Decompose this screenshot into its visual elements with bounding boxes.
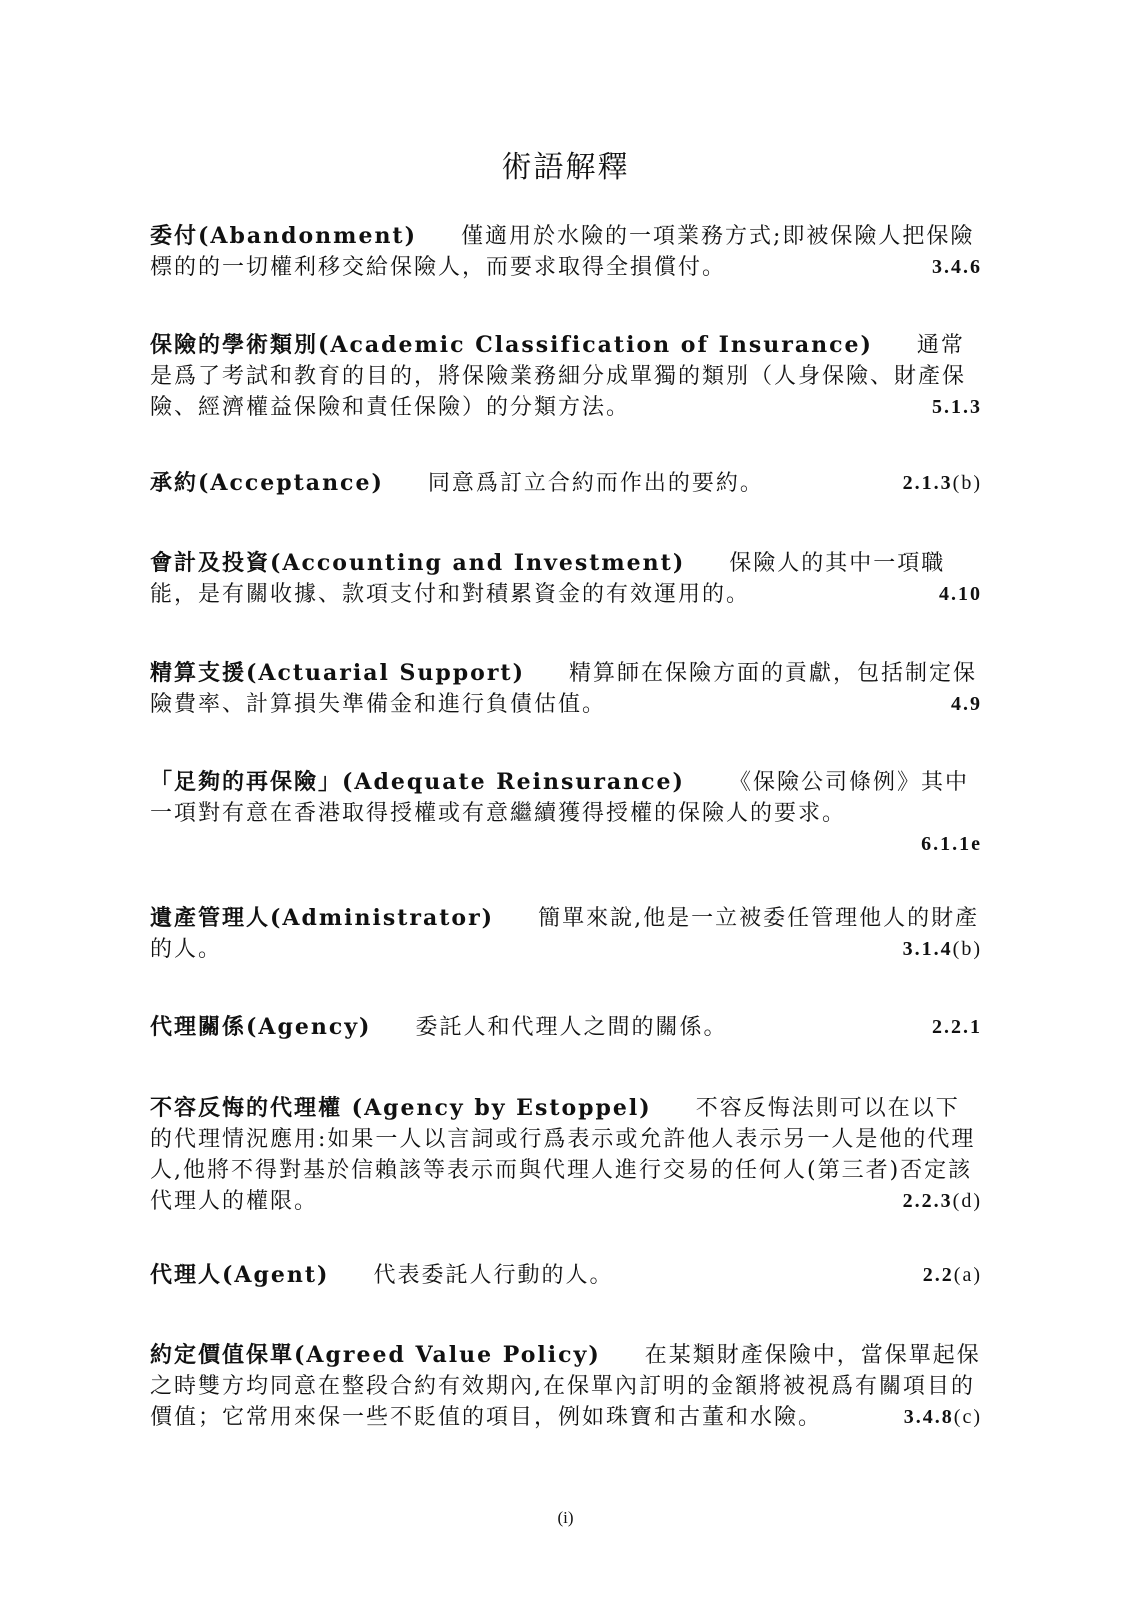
glossary-entry-actuarial-support xyxy=(150,658,982,720)
glossary-term: 承約(Acceptance) xyxy=(150,470,384,496)
reference-suffix: (c) xyxy=(953,1406,982,1428)
glossary-entry-agent xyxy=(150,1260,982,1291)
glossary-definition: 代表委託人行動的人。 xyxy=(373,1263,614,1288)
glossary-term: 代理人(Agent) xyxy=(150,1262,330,1288)
glossary-term: 代理關係(Agency) xyxy=(150,1014,372,1040)
glossary-definition: 同意爲訂立合約而作出的要約。 xyxy=(427,471,764,496)
reference-number: 3.4.8 xyxy=(903,1406,954,1428)
page-title: 術語解釋 xyxy=(501,150,630,186)
section-reference xyxy=(951,689,982,720)
glossary-definition: 《保險公司條例》其中一項對有意在香港取得授權或有意繼續獲得授權的保險人的要求。 xyxy=(150,770,969,826)
glossary-definition: 簡單來說,他是一立被委任管理他人的財產的人。 xyxy=(150,906,980,962)
section-reference xyxy=(939,579,982,610)
reference-suffix: (d) xyxy=(952,1190,982,1212)
glossary-definition: 通常是爲了考試和教育的目的，將保險業務細分成單獨的類別（人身保險、財產保險、經濟權益保險和責任保險）的分類方法。 xyxy=(150,333,967,420)
reference-suffix: (a) xyxy=(953,1264,982,1286)
section-reference xyxy=(903,468,982,499)
glossary-entry-acceptance xyxy=(150,468,982,499)
glossary-term: 「足夠的再保險」(Adequate Reinsurance) xyxy=(150,769,685,795)
glossary-entry-academic-classification xyxy=(150,330,982,423)
glossary-term: 約定價值保單(Agreed Value Policy) xyxy=(150,1342,601,1368)
glossary-entry-agency-by-estoppel xyxy=(150,1093,982,1217)
section-reference xyxy=(932,1012,982,1043)
glossary-term: 不容反悔的代理權 (Agency by Estoppel) xyxy=(150,1095,652,1121)
page-number: (i) xyxy=(557,1508,574,1527)
reference-number: 5.1.3 xyxy=(932,396,982,418)
glossary-definition: 僅適用於水險的一項業務方式;即被保險人把保險標的的一切權利移交給保險人，而要求取得全損償付。 xyxy=(150,224,975,280)
glossary-term: 委付(Abandonment) xyxy=(150,223,418,249)
glossary-term: 保險的學術類別(Academic Classification of Insurance) xyxy=(150,332,873,358)
glossary-definition: 保險人的其中一項職能，是有關收據、款項支付和對積累資金的有效運用的。 xyxy=(150,551,946,607)
reference-number: 3.1.4 xyxy=(902,938,953,960)
glossary-entry-adequate-reinsurance xyxy=(150,767,982,860)
glossary-entry-agreed-value-policy xyxy=(150,1340,982,1433)
reference-number: 4.9 xyxy=(951,693,982,715)
section-reference xyxy=(932,392,982,423)
glossary-definition: 不容反悔法則可以在以下的代理情況應用:如果一人以言詞或行爲表示或允許他人表示另一人是他的代理人,他將不得對基於信賴該等表示而與代理人進行交易的任何人(第三者)否定該代理人的權限。 xyxy=(150,1096,976,1214)
section-reference xyxy=(150,829,982,860)
glossary-definition: 在某類財產保險中，當保單起保之時雙方均同意在整段合約有效期內,在保單內訂明的金額將被視爲有關項目的價值；它常用來保一些不貶值的項目，例如珠寶和古董和水險。 xyxy=(150,1343,981,1430)
glossary-entry-abandonment xyxy=(150,221,982,283)
reference-number: 2.2.1 xyxy=(932,1016,982,1038)
reference-number: 2.2 xyxy=(922,1264,954,1286)
section-reference xyxy=(903,1186,982,1217)
reference-suffix: (b) xyxy=(952,472,982,494)
section-reference xyxy=(932,252,982,283)
reference-number: 2.2.3 xyxy=(902,1190,953,1212)
reference-number: 4.10 xyxy=(939,583,982,605)
glossary-term: 精算支援(Actuarial Support) xyxy=(150,660,525,686)
section-reference xyxy=(923,1260,982,1291)
glossary-entry-accounting-investment xyxy=(150,548,982,610)
section-reference xyxy=(903,934,982,965)
glossary-entry-administrator xyxy=(150,903,982,965)
section-reference xyxy=(904,1402,982,1433)
reference-number: 3.4.6 xyxy=(932,256,982,278)
reference-number: 6.1.1e xyxy=(921,833,982,855)
glossary-definition: 委託人和代理人之間的關係。 xyxy=(415,1015,728,1040)
glossary-definition: 精算師在保險方面的貢獻，包括制定保險費率、計算損失準備金和進行負債估值。 xyxy=(150,661,978,717)
reference-suffix: (b) xyxy=(952,938,982,960)
glossary-entry-agency xyxy=(150,1012,982,1043)
glossary-term: 會計及投資(Accounting and Investment) xyxy=(150,550,686,576)
reference-number: 2.1.3 xyxy=(902,472,953,494)
glossary-term: 遺產管理人(Administrator) xyxy=(150,905,495,931)
